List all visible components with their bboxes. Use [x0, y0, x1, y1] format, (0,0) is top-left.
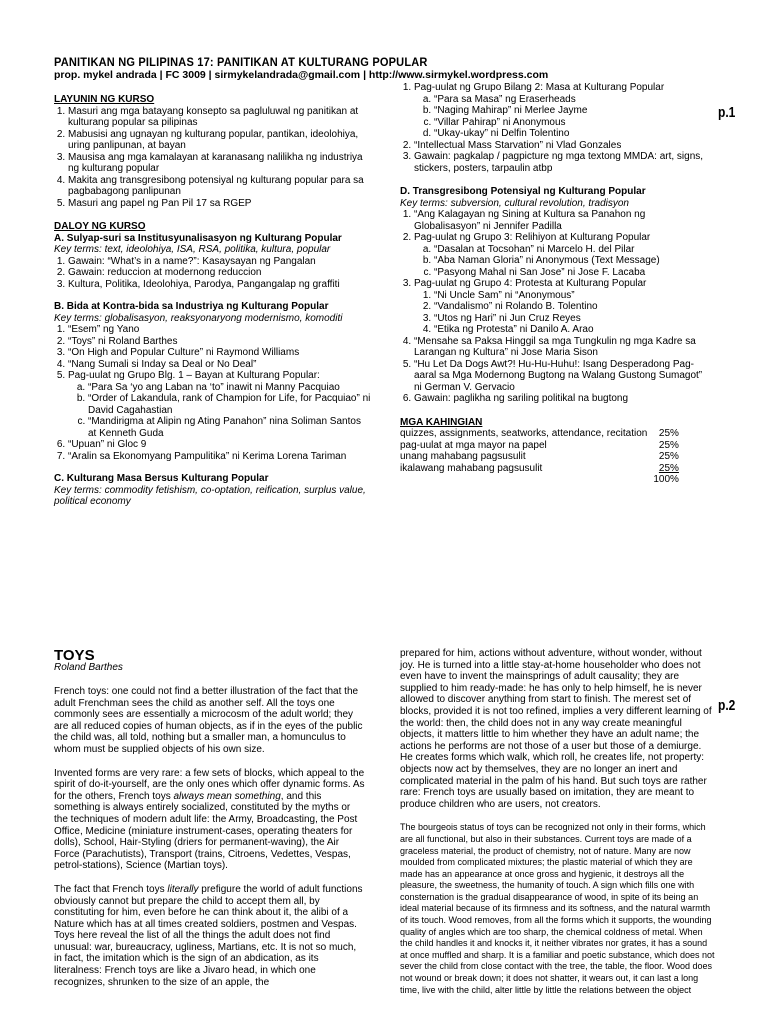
list-item-label: Pag-uulat ng Grupo 4: Protesta at Kulturang Popular	[414, 278, 647, 289]
section-d-title: D. Transgresibong Potensiyal ng Kulturang Popular	[400, 186, 646, 197]
list-item: 1. Masuri ang mga batayang konsepto sa pagluluwal ng panitikan at kulturang popular sa pilipinas	[68, 106, 372, 129]
list-item	[68, 370, 372, 439]
list-item: 7. “Aralin sa Ekonomyang Pampulitika” ni Kerima Lorena Tariman	[68, 451, 372, 463]
requirement-percent: 25%	[658, 451, 679, 462]
essay-paragraph: French toys: one could not find a better illustration of the fact that the adult Frenchman sees the child as another self. All the toys one commonly sees are essentially a microcosm of the adult world; they are all reduced copies of human objects, as if in the eyes of the public the child was, all told, nothing but a smaller man, a homunculus to whom must be supplied objects of his own size.	[54, 686, 363, 755]
list-item: a. “Para sa Masa” ng Eraserheads	[434, 94, 712, 106]
list-item: 1. “Ni Uncle Sam” ni “Anonymous”	[434, 290, 712, 302]
section-c-title: C. Kulturang Masa Bersus Kulturang Popular	[54, 473, 269, 484]
table-row	[400, 451, 679, 463]
list-item: 2. Mabusisi ang ugnayan ng kulturang popular, pantikan, ideolohiya, uring panlipunan, at bayan	[68, 129, 372, 152]
section-a-list	[54, 256, 372, 291]
list-item: 1. Gawain: “What’s in a name?”: Kasaysayan ng Pangalan	[68, 256, 372, 268]
list-item: 4. “Mensahe sa Paksa Hinggil sa mga Tungkulin ng mga Kadre sa Larangan ng Kultura” ni Jose Maria Sison	[414, 336, 712, 359]
requirement-label	[400, 474, 647, 486]
list-item: 3. Kultura, Politika, Ideolohiya, Parodya, Pangangalap ng graffiti	[68, 279, 372, 291]
essay-text: Invented forms are very rare: a few sets of blocks, which appeal to the spirit of do-it-yourself, are the only ones which offer dynamic forms. As for the others, French toys	[54, 767, 365, 802]
list-item: d. “Ukay-ukay” ni Delfin Tolentino	[434, 128, 712, 140]
course-byline: prop. mykel andrada | FC 3009 | sirmykelandrada@gmail.com | http://www.sirmykel.wordpress.com	[54, 69, 549, 81]
list-item-label: Pag-uulat ng Grupo 3: Relihiyon at Kulturang Popular	[414, 232, 651, 243]
requirement-label: unang mahabang pagsusulit	[400, 451, 526, 462]
list-item: c. “Pasyong Mahal ni San Jose” ni Jose F. Lacaba	[434, 267, 712, 279]
list-item: c. “Mandirigma at Alipin ng Ating Panahon” nina Soliman Santos at Kenneth Guda	[88, 416, 372, 439]
essay-text: prefigure the world of adult functions obviously cannot but prepare the child to accept them all, by constituting for him, even before he can think about it, the alibi of a Nature which has at all times created soldiers, postmen and Vespas. Toys here reveal the list of all the things the adult does not find unusual: war, bureaucracy, ugliness, Martians, etc. It is not so much, in fact, the imitation which is the sign of an abdication, as its literalness: French toys are like a Jivaro head, in which one recognizes, shrunken to the size of an apple, the	[54, 883, 363, 988]
essay-paragraph	[54, 768, 366, 872]
page-label-p1: p.1	[718, 104, 736, 121]
list-item: 5. “Hu Let Da Dogs Awt?! Hu-Hu-Huhu!: Isang Desperadong Pag-aaral sa Mga Modernong Bugtong na Walang Gustong Sumagot” ni German V. Gervacio	[414, 359, 712, 394]
list-item: 1. “Esem” ng Yano	[68, 324, 372, 336]
list-item: 2. “Intellectual Mass Starvation” ni Vlad Gonzales	[414, 140, 712, 152]
list-item	[414, 82, 712, 140]
section-d-sublist-2	[414, 290, 712, 336]
table-row	[400, 428, 679, 440]
layunin-heading: LAYUNIN NG KURSO	[54, 94, 155, 105]
document-title: PANITIKAN NG PILIPINAS 17: PANITIKAN AT KULTURANG POPULAR	[54, 55, 428, 69]
section-c-keyterms: Key terms: commodity fetishism, co-optation, reification, surplus value, political economy	[54, 484, 366, 507]
requirement-percent: 25%	[658, 428, 679, 439]
table-row	[400, 463, 679, 475]
requirement-label: ikalawang mahabang pagsusulit	[400, 462, 543, 474]
section-a-keyterms: Key terms: text, ideolohiya, ISA, RSA, politika, kultura, popular	[54, 244, 331, 255]
list-item: c. “Villar Pahirap” ni Anonymous	[434, 117, 712, 129]
list-item: 2. “Toys” ni Roland Barthes	[68, 336, 372, 348]
section-b-list	[54, 324, 372, 462]
total-percent: 100%	[653, 474, 679, 485]
section-d-sublist-1	[414, 244, 712, 279]
essay-title: TOYS	[54, 647, 95, 664]
table-row	[400, 474, 679, 486]
daloy-heading: DALOY NG KURSO	[54, 221, 146, 232]
list-item: 3. “Utos ng Hari” ni Jun Cruz Reyes	[434, 313, 712, 325]
list-item: 2. “Vandalismo” ni Rolando B. Tolentino	[434, 301, 712, 313]
table-row	[400, 440, 679, 452]
section-b-sublist	[68, 382, 372, 440]
essay-paragraph: The bourgeois status of toys can be recognized not only in their forms, which are all functional, but also in their substances. Current toys are made of a graceless material, the product of chemistry, not of nature. Many are now moulded from complicated mixtures; the plastic material of which they are made has an appearance at once gross and hygienic, it destroys all the pleasure, the sweetness, the humanity of touch. A sign which fills one with consternation is the gradual disappearance of wood, in spite of its being an ideal material because of its firmness and its softness, and the natural warmth of its touch. Wood removes, from all the forms which it supports, the wounding quality of angles which are too sharp, the chemical coldness of metal. When the child handles it and knocks it, it neither vibrates nor grates, it has a sound at once muffled and sharp. It is a familiar and poetic substance, which does not sever the child from close contact with the tree, the table, the floor. Wood does not wound or break down; it does not shatter, it wears out, it can last a long time, live with the child, alter little by little the relations between the object	[400, 822, 715, 995]
list-item: 6. Gawain: paglikha ng sariling politikal na bugtong	[414, 393, 712, 405]
list-item: 3. Mausisa ang mga kamalayan at karanasang nalilikha ng industriya ng kulturang popular	[68, 152, 372, 175]
essay-text: , and this something is always entirely socialized, constituted by the myths or the techniques of modern adult life: the Army, Broadcasting, the Post Office, Medicine (miniature instrument-cases, operating theaters for dolls), School, Hair-Styling (driers for permanent-waving), the Air Force (Parachutists), Transport (trains, Citroens, Vedettes, Vespas, petrol-stations), Science (Martian toys).	[54, 790, 358, 872]
layunin-list	[54, 106, 372, 210]
list-item: 2. Gawain: reduccion at modernong reduccion	[68, 267, 372, 279]
section-c-list	[400, 82, 712, 174]
kahingian-table	[400, 428, 679, 486]
list-item: b. “Order of Lakandula, rank of Champion for Life, for Pacquiao” ni David Cagahastian	[88, 393, 372, 416]
list-item: 3. Gawain: pagkalap / pagpicture ng mga textong MMDA: art, signs, stickers, posters, tarpaulin atbp	[414, 151, 712, 174]
list-item: b. “Aba Naman Gloria” ni Anonymous (Text Message)	[434, 255, 712, 267]
list-item	[414, 278, 712, 336]
list-item: 4. “Etika ng Protesta” ni Danilo A. Arao	[434, 324, 712, 336]
essay-text: The fact that French toys	[54, 883, 168, 895]
essay-paragraph: prepared for him, actions without adventure, without wonder, without joy. He is turned into a little stay-at-home householder who does not even have to invent the mainsprings of adult causality; they are supplied to him ready-made: he has only to help himself, he is never allowed to discover anything from start to finish. The merest set of blocks, provided it is not too refined, implies a very different learning of the world: then, the child does not in any way create meaningful objects, it matters little to him whether they have an adult name; the actions he performs are not those of a user but those of a demiurge. He creates forms which walk, which roll, he creates life, not property: objects now act by themselves, they are no longer an inert and complicated material in the palm of his hand. But such toys are rather rare: French toys are usually based on imitation, they are meant to produce children who are users, not creators.	[400, 648, 712, 810]
list-item: 6. “Upuan” ni Gloc 9	[68, 439, 372, 451]
left-column-p1	[54, 94, 372, 508]
essay-paragraph	[54, 884, 366, 988]
list-item: 4. “Nang Sumali si Inday sa Deal or No Deal”	[68, 359, 372, 371]
section-a-title: A. Sulyap-suri sa Institusyunalisasyon ng Kulturang Popular	[54, 232, 342, 244]
list-item: b. “Naging Mahirap” ni Merlee Jayme	[434, 105, 712, 117]
requirement-percent: 25%	[658, 439, 679, 451]
section-c-sublist	[414, 94, 712, 140]
requirement-label: quizzes, assignments, seatworks, attendance, recitation	[400, 428, 648, 439]
list-item: a. “Dasalan at Tocsohan” ni Marcelo H. del Pilar	[434, 244, 712, 256]
section-d-keyterms: Key terms: subversion, cultural revolution, tradisyon	[400, 197, 629, 209]
list-item: 3. “On High and Popular Culture” ni Raymond Williams	[68, 347, 372, 359]
essay-left-column	[54, 686, 366, 1000]
list-item: 4. Makita ang transgresibong potensiyal ng kulturang popular para sa pagbabagong panlipunan	[68, 175, 372, 198]
requirement-label: pag-uulat at mga mayor na papel	[400, 439, 547, 451]
right-column-p1	[400, 82, 712, 486]
page-label-p2: p.2	[718, 697, 736, 714]
list-item: 5. Masuri ang papel ng Pan Pil 17 sa RGEP	[68, 198, 372, 210]
requirement-percent: 25%	[658, 462, 679, 474]
essay-emphasis: always mean something	[173, 790, 281, 802]
section-b-title: B. Bida at Kontra-bida sa Industriya ng Kulturang Popular	[54, 301, 329, 312]
essay-right-column	[400, 648, 716, 1008]
kahingian-heading: MGA KAHINGIAN	[400, 416, 483, 428]
list-item: a. “Para Sa ‘yo ang Laban na ‘to” inawit ni Manny Pacquiao	[88, 382, 372, 394]
list-item-label: Pag-uulat ng Grupo Blg. 1 – Bayan at Kulturang Popular:	[68, 370, 320, 381]
essay-emphasis: literally	[167, 883, 199, 895]
list-item	[414, 232, 712, 278]
section-d-list	[400, 209, 712, 405]
list-item-label: Pag-uulat ng Grupo Bilang 2: Masa at Kulturang Popular	[414, 82, 665, 93]
essay-author: Roland Barthes	[54, 662, 123, 673]
list-item: 1. “Ang Kalagayan ng Sining at Kultura sa Panahon ng Globalisasyon” ni Jennifer Padilla	[414, 209, 712, 232]
section-b-keyterms: Key terms: globalisasyon, reaksyonaryong modernismo, komoditi	[54, 312, 343, 324]
